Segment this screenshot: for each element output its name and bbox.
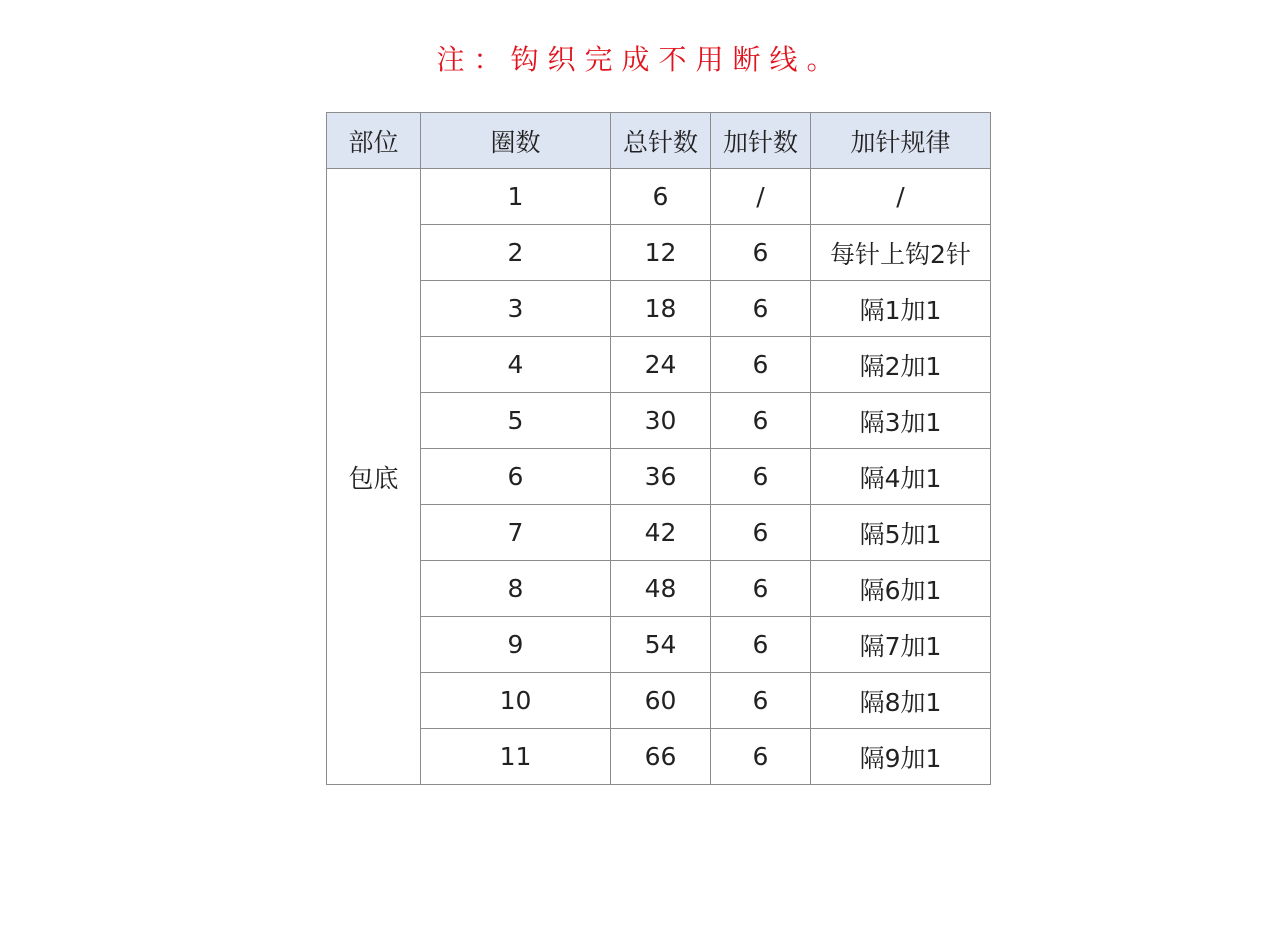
note-text: 注：钩织完成不用断线。 — [436, 43, 844, 76]
table-row — [327, 225, 991, 281]
rule-cell: 隔8加1 — [811, 673, 991, 729]
increase-cell: 6 — [711, 673, 811, 729]
table-row — [327, 561, 991, 617]
increase-cell: 6 — [711, 281, 811, 337]
total-cell: 18 — [611, 281, 711, 337]
round-cell: 2 — [421, 225, 611, 281]
header-round: 圈数 — [421, 113, 611, 169]
header-row — [327, 113, 991, 169]
total-cell: 66 — [611, 729, 711, 785]
round-cell: 5 — [421, 393, 611, 449]
total-cell: 54 — [611, 617, 711, 673]
rule-cell: 隔9加1 — [811, 729, 991, 785]
header-increase-rule: 加针规律 — [811, 113, 991, 169]
increase-cell: 6 — [711, 225, 811, 281]
rule-cell: 隔1加1 — [811, 281, 991, 337]
crochet-pattern-table — [326, 112, 991, 785]
part-cell: 包底 — [327, 169, 421, 785]
rule-cell: 隔2加1 — [811, 337, 991, 393]
total-cell: 60 — [611, 673, 711, 729]
table-header — [327, 113, 991, 169]
header-total-stitches: 总针数 — [611, 113, 711, 169]
total-cell: 30 — [611, 393, 711, 449]
table-row — [327, 673, 991, 729]
increase-cell: 6 — [711, 505, 811, 561]
round-cell: 1 — [421, 169, 611, 225]
round-cell: 4 — [421, 337, 611, 393]
rule-cell: 隔7加1 — [811, 617, 991, 673]
increase-cell: 6 — [711, 561, 811, 617]
increase-cell: 6 — [711, 449, 811, 505]
total-cell: 42 — [611, 505, 711, 561]
rule-cell: 隔5加1 — [811, 505, 991, 561]
increase-cell: 6 — [711, 729, 811, 785]
total-cell: 6 — [611, 169, 711, 225]
increase-cell: 6 — [711, 617, 811, 673]
table-row — [327, 729, 991, 785]
round-cell: 9 — [421, 617, 611, 673]
round-cell: 6 — [421, 449, 611, 505]
table-row — [327, 337, 991, 393]
table-row — [327, 617, 991, 673]
rule-cell: / — [811, 169, 991, 225]
rule-cell: 每针上钩2针 — [811, 225, 991, 281]
table-body — [327, 169, 991, 785]
table-row — [327, 281, 991, 337]
table-row — [327, 449, 991, 505]
total-cell: 12 — [611, 225, 711, 281]
rule-cell: 隔4加1 — [811, 449, 991, 505]
total-cell: 36 — [611, 449, 711, 505]
round-cell: 3 — [421, 281, 611, 337]
table-row — [327, 169, 991, 225]
rule-cell: 隔3加1 — [811, 393, 991, 449]
round-cell: 8 — [421, 561, 611, 617]
header-increase: 加针数 — [711, 113, 811, 169]
table-row — [327, 505, 991, 561]
increase-cell: / — [711, 169, 811, 225]
round-cell: 10 — [421, 673, 611, 729]
header-part: 部位 — [327, 113, 421, 169]
table-row — [327, 393, 991, 449]
increase-cell: 6 — [711, 393, 811, 449]
total-cell: 48 — [611, 561, 711, 617]
rule-cell: 隔6加1 — [811, 561, 991, 617]
round-cell: 7 — [421, 505, 611, 561]
increase-cell: 6 — [711, 337, 811, 393]
total-cell: 24 — [611, 337, 711, 393]
round-cell: 11 — [421, 729, 611, 785]
